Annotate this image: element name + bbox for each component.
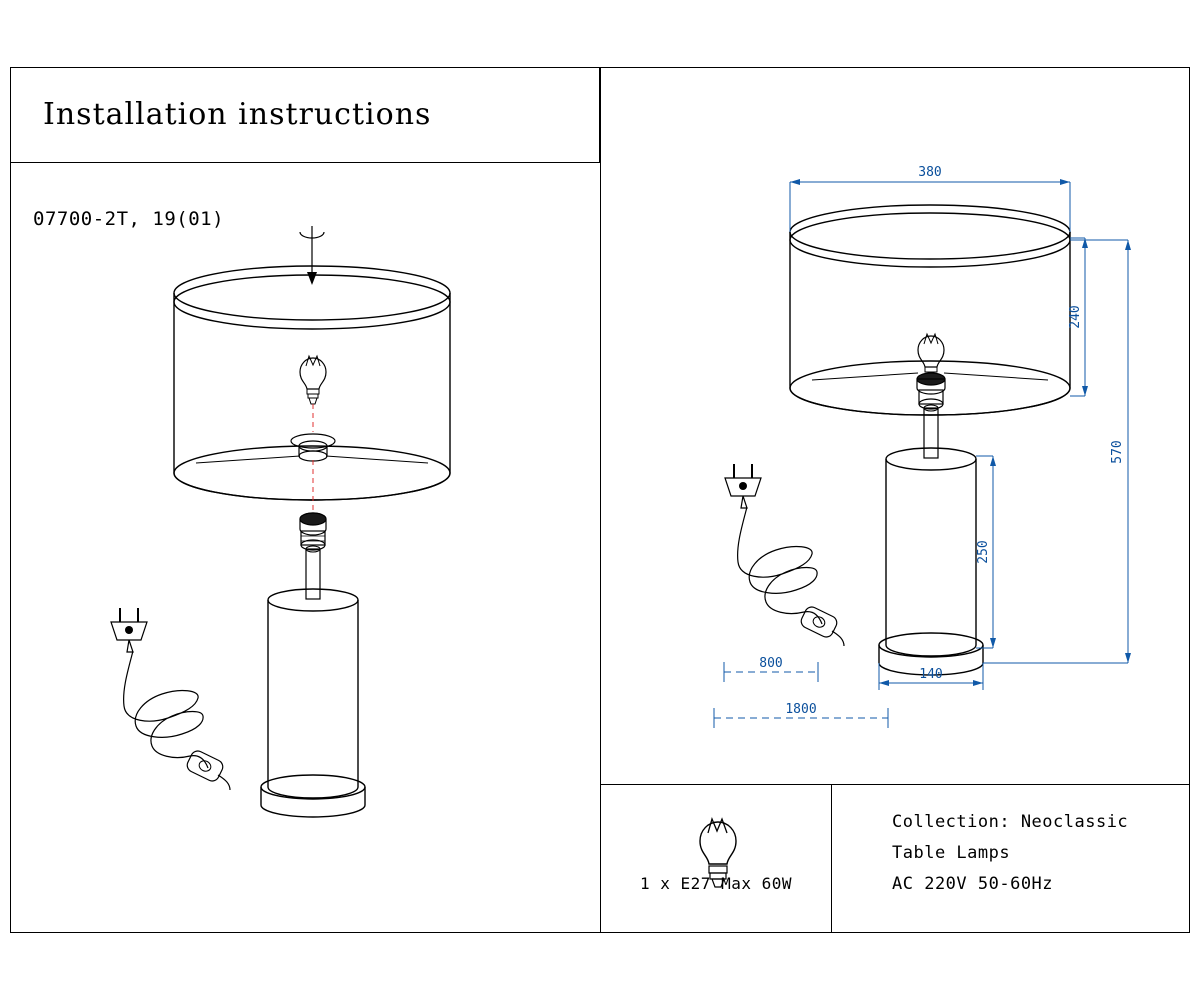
spec-category: Table Lamps xyxy=(892,843,1011,863)
left-assembly-drawing xyxy=(0,0,600,933)
spec-voltage: AC 220V 50-60Hz xyxy=(892,874,1054,894)
bulb xyxy=(918,334,944,372)
dimension-base-diameter xyxy=(879,663,983,690)
power-cord xyxy=(124,651,230,790)
product-spec-box xyxy=(832,784,1190,933)
socket xyxy=(300,513,326,550)
lamp-stem xyxy=(924,405,938,458)
lamp-base xyxy=(261,775,365,817)
shade-support-arms xyxy=(196,456,428,463)
model-code: 07700-2T, 19(01) xyxy=(33,208,225,230)
power-plug xyxy=(725,464,761,508)
socket xyxy=(917,373,945,409)
right-dimension-drawing xyxy=(600,0,1190,790)
dimension-body-height xyxy=(976,456,996,648)
lamp-shade xyxy=(174,266,450,500)
dimension-total-height xyxy=(983,240,1131,663)
dimension-shade-height xyxy=(1068,238,1088,396)
bulb-spec-box xyxy=(600,784,832,933)
bulb xyxy=(300,356,326,404)
power-cord xyxy=(738,507,844,646)
spec-collection: Collection: Neoclassic xyxy=(892,812,1129,832)
lamp-stem xyxy=(306,546,320,599)
page-title: Installation instructions xyxy=(43,97,432,132)
rotation-axis-symbol xyxy=(300,226,324,285)
lamp-body xyxy=(268,589,358,798)
dimension-cord-total xyxy=(714,702,888,728)
inline-switch[interactable] xyxy=(799,605,839,640)
shade-ring xyxy=(291,434,335,461)
dimension-label-140: 140 xyxy=(919,667,943,682)
dimension-cord-to-switch xyxy=(724,656,818,682)
dimension-label-250: 250 xyxy=(976,540,991,564)
dimension-label-570: 570 xyxy=(1110,440,1125,464)
dimension-label-1800: 1800 xyxy=(785,702,817,717)
lamp-body xyxy=(886,448,976,656)
dimension-label-800: 800 xyxy=(759,656,783,671)
power-plug xyxy=(111,608,147,652)
bulb-spec-caption: 1 x E27 Max 60W xyxy=(640,874,792,893)
inline-switch[interactable] xyxy=(185,749,225,784)
dimension-label-380: 380 xyxy=(918,165,942,180)
dimension-shade-diameter xyxy=(790,165,1070,232)
dimension-label-240: 240 xyxy=(1068,305,1083,329)
